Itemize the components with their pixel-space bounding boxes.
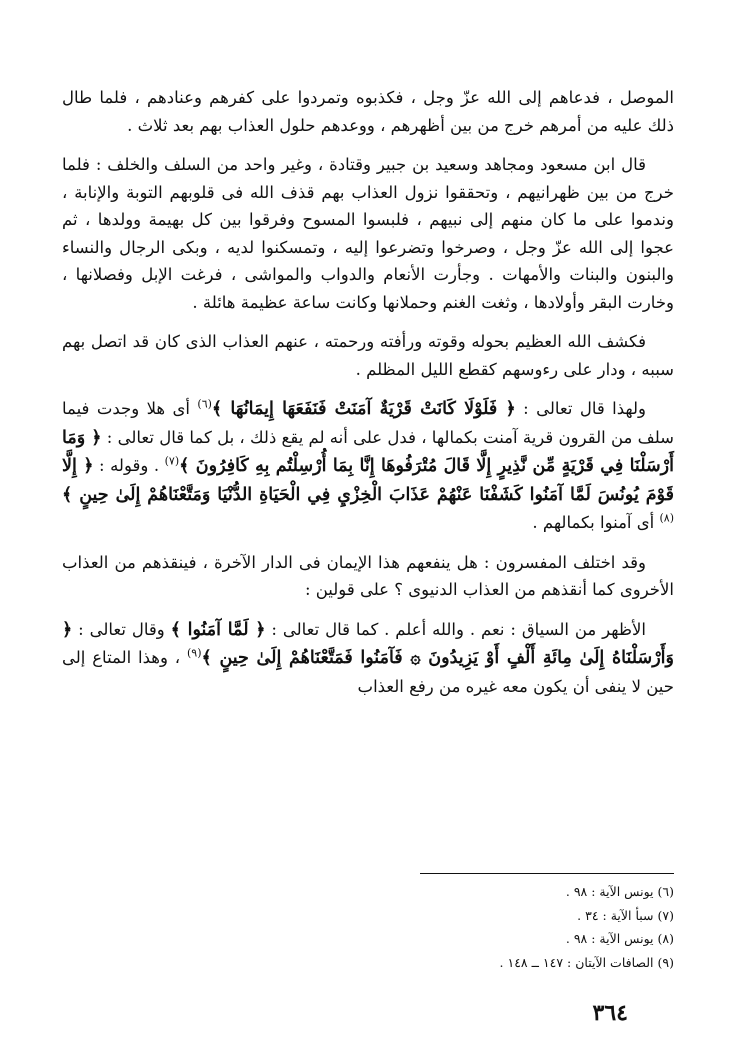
- paragraph-6: [62, 616, 674, 701]
- quran-verse-yunus-98-full: ﴿ إِلَّا قَوْمَ يُونُسَ لَمَّا آمَنُوا كَشَفْنَا عَنْهُمْ عَذَابَ الْخِزْيِ فِي الْحَيَاةِ الدُّنْيَا وَمَتَّعْنَاهُمْ إِلَىٰ حِينٍ ﴾: [62, 456, 674, 505]
- footnote-7: (٧) سبأ الآية : ٣٤ .: [577, 907, 674, 923]
- footnote-8: (٨) يونس الآية : ٩٨ .: [565, 931, 674, 946]
- footnote-ref-8: (٨): [659, 511, 674, 525]
- footnote-9: (٩) الصافات الآيتان : ١٤٧ ــ ١٤٨ .: [499, 954, 674, 970]
- footnotes: [314, 880, 674, 974]
- paragraph-2: قال ابن مسعود ومجاهد وسعيد بن جبير وقتادة ، وغير واحد من السلف والخلف : فلما خرج من بين ظهرانيهم ، وتحققوا نزول العذاب بهم قذف الله فى قلوبهم التوبة والإنابة ، وندموا على ما كان منهم إلى نبيهم ، فلبسوا المسوح وفرقوا بين كل بهيمة وولدها ، ثم عجوا إلى الله عزّ وجل ، وصرخوا وتضرعوا إليه ، وتمسكنوا لديه ، وبكى الرجال والنساء والبنون والبنات والأمهات . وجأرت الأنعام والدواب والمواشى ، فرغت الإبل وفصلانها ، وخارت البقر وأولادها ، وثغت الغنم وحملانها وكانت ساعة عظيمة هائلة .: [62, 155, 674, 312]
- paragraph-4-text-1: ولهذا قال تعالى :: [515, 399, 646, 418]
- paragraph-4-text-4: أى آمنوا بكمالهم .: [532, 513, 660, 532]
- paragraph-6-text-1: الأظهر من السياق : نعم . والله أعلم . كما قال تعالى :: [265, 619, 646, 639]
- paragraph-6-text-2: وقال تعالى :: [72, 619, 171, 639]
- paragraph-4: [62, 395, 674, 537]
- paragraph-4-text-2: أى هلا وجدت فيما سلف من القرون قرية آمنت بكمالها ، فدل على أنه لم يقع ذلك ، بل كما قال تعالى :: [62, 399, 674, 447]
- paragraph-4-text-3: . وقوله :: [93, 456, 165, 475]
- paragraph-1: الموصل ، فدعاهم إلى الله عزّ وجل ، فكذبوه وتمردوا على كفرهم وعنادهم ، فلما طال ذلك عليه من أمرهم خرج من بين أظهرهم ، ووعدهم حلول العذاب بهم بعد ثلاث .: [62, 88, 674, 135]
- footnote-ref-6: (٦): [197, 397, 212, 411]
- quran-verse-saba-34: ﴿ وَمَا أَرْسَلْنَا فِي قَرْيَةٍ مِّن نَّذِيرٍ إِلَّا قَالَ مُتْرَفُوهَا إِنَّا بِمَا أُرْسِلْتُم بِهِ كَافِرُونَ ﴾: [62, 427, 674, 476]
- footnote-6: (٦) يونس الآية : ٩٨ .: [565, 884, 674, 899]
- paragraph-5: وقد اختلف المفسرون : هل ينفعهم هذا الإيمان فى الدار الآخرة ، فينقذهم من العذاب الأخروى كما أنقذهم من العذاب الدنيوى ؟ على قولين :: [62, 552, 674, 599]
- footnote-divider: [420, 873, 674, 874]
- footnote-ref-9: (٩): [186, 646, 202, 660]
- quran-verse-yunus-98: ﴿ فَلَوْلَا كَانَتْ قَرْيَةٌ آمَنَتْ فَنَفَعَهَا إِيمَانُهَا ﴾: [211, 399, 516, 419]
- page-body: [62, 84, 674, 712]
- footnote-ref-7: (٧): [164, 454, 180, 468]
- page-number: ٣٦٤: [592, 1000, 628, 1026]
- paragraph-6-text-3: ، وهذا المتاع إلى حين لا ينفى أن يكون معه غيره من رفع العذاب: [62, 648, 674, 696]
- quran-verse-lamma-amanu: ﴿ لَمَّا آمَنُوا ﴾: [170, 619, 266, 640]
- paragraph-3: فكشف الله العظيم بحوله وقوته ورأفته ورحمته ، عنهم العذاب الذى كان قد اتصل بهم سببه ، ودار على رءوسهم كقطع الليل المظلم .: [62, 332, 674, 379]
- quran-verse-saffat-147-148: ﴿ وَأَرْسَلْنَاهُ إِلَىٰ مِائَةِ أَلْفٍ أَوْ يَزِيدُونَ ۞ فَآمَنُوا فَمَتَّعْنَاهُمْ إِلَىٰ حِينٍ ﴾: [62, 619, 674, 668]
